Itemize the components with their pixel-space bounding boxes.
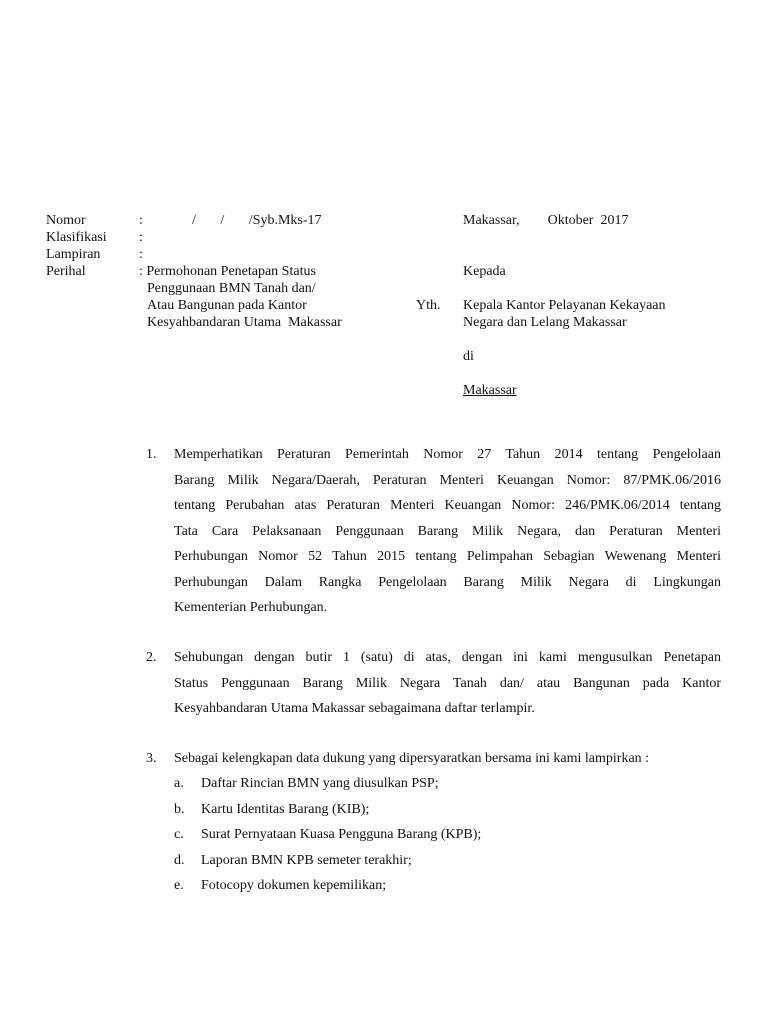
list-marker: a. [174,776,184,791]
klasifikasi-label: Klasifikasi [46,230,107,245]
recipient-line: Kepala Kantor Pelayanan Kekayaan [463,298,666,313]
paragraph-line: Kesyahbandaran Utama Makassar sebagaimana daftar terlampir. [174,701,535,716]
paragraph-line: Kementerian Perhubungan. [174,600,328,615]
list-marker: b. [174,802,185,817]
list-item [174,822,481,848]
list-marker: d. [174,853,185,868]
paragraph-line: Status Penggunaan Barang Milik Negara Tanah dan/ atau Bangunan pada Kantor [174,675,721,691]
perihal-line: Atau Bangunan pada Kantor [147,298,307,313]
list-item [174,771,439,797]
paragraph-number: 3. [146,751,157,766]
list-item-text: Surat Pernyataan Kuasa Pengguna Barang (KPB); [201,827,482,842]
kepada-label: Kepada [463,264,506,279]
recipient-city: Makassar [463,383,517,398]
paragraph-line: Memperhatikan Peraturan Pemerintah Nomor 27 Tahun 2014 tentang Pengelolaan [174,447,721,462]
paragraph-line: Barang Milik Negara/Daerah, Peraturan Menteri Keuangan Nomor: 87/PMK.06/2016 [174,472,721,488]
list-marker: c. [174,827,184,842]
paragraph-1 [174,442,721,621]
klasifikasi-colon: : [139,230,143,245]
nomor-label: Nomor [46,213,86,228]
perihal-line: Penggunaan BMN Tanah dan/ [147,281,316,296]
yth-label: Yth. [416,298,441,313]
list-marker: e. [174,878,184,893]
paragraph-number: 2. [146,650,157,665]
list-item-text: Fotocopy dokumen kepemilikan; [201,878,387,893]
paragraph-line: Tata Cara Pelaksanaan Penggunaan Barang Milik Negara, dan Peraturan Menteri [174,523,721,539]
paragraph-2 [174,645,721,722]
di-label: di [463,349,474,364]
paragraph-line: Sehubungan dengan butir 1 (satu) di atas, dengan ini kami mengusulkan Penetapan [174,650,721,665]
paragraph-number: 1. [146,447,157,462]
paragraph-line: Perhubungan Dalam Rangka Pengelolaan Barang Milik Negara di Lingkungan [174,574,721,590]
list-item [174,797,369,823]
perihal-line: : Permohonan Penetapan Status [139,264,316,279]
paragraph-3-intro: Sebagai kelengkapan data dukung yang dipersyaratkan bersama ini kami lampirkan : [174,751,650,766]
nomor-colon: : [139,213,143,228]
place-date: Makassar, Oktober 2017 [463,213,629,228]
recipient-line: Negara dan Lelang Makassar [463,315,627,330]
list-item-text: Laporan BMN KPB semeter terakhir; [201,853,412,868]
list-item-text: Kartu Identitas Barang (KIB); [201,802,370,817]
list-item [174,848,412,874]
list-item [174,873,386,899]
perihal-line: Kesyahbandaran Utama Makassar [147,315,342,330]
lampiran-label: Lampiran [46,247,101,262]
nomor-value: / / /Syb.Mks-17 [192,213,322,228]
list-item-text: Daftar Rincian BMN yang diusulkan PSP; [201,776,439,791]
perihal-label: Perihal [46,264,86,279]
lampiran-colon: : [139,247,143,262]
paragraph-line: Perhubungan Nomor 52 Tahun 2015 tentang Pelimpahan Sebagian Wewenang Menteri [174,549,721,564]
paragraph-line: tentang Perubahan atas Peraturan Menteri Keuangan Nomor: 246/PMK.06/2014 tentang [174,498,721,513]
